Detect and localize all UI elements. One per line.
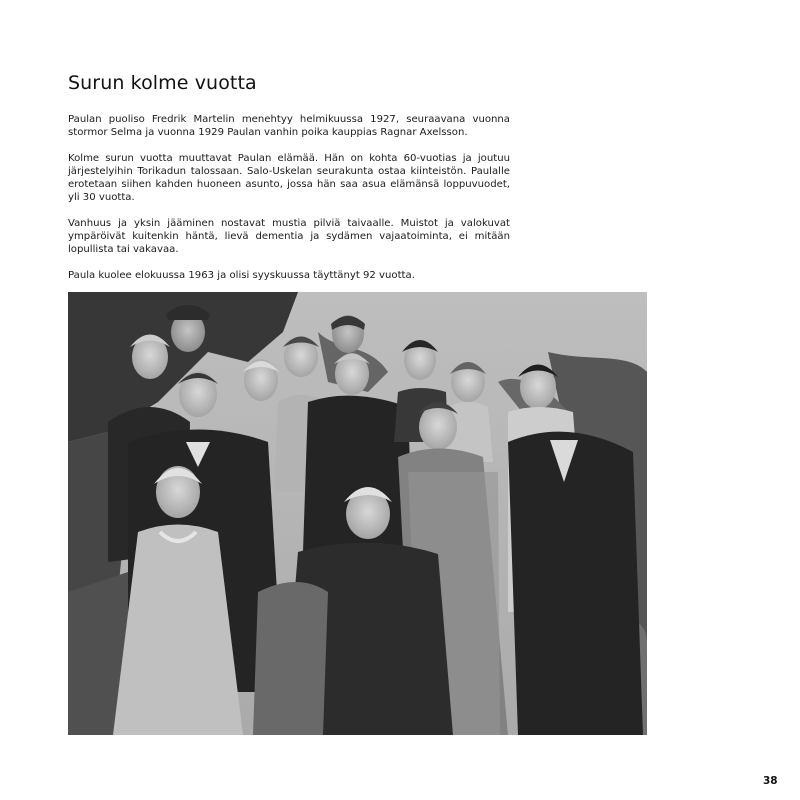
paragraph: Vanhuus ja yksin jääminen nostavat mustia pilviä taivaalle. Muistot ja valokuvat ympäröivät kuitenkin häntä, lievä dementia ja sydämen vajaatoiminta, ei mitään lopullista tai vakavaa. xyxy=(68,218,510,255)
paragraph: Paulan puoliso Fredrik Martelin menehtyy helmikuussa 1927, seuraavana vuonna stormor Selma ja vuonna 1929 Paulan vanhin poika kauppias Ragnar Axelsson. xyxy=(68,114,510,138)
body-text xyxy=(68,113,510,295)
page-title: Surun kolme vuotta xyxy=(68,72,257,94)
paragraph: Kolme surun vuotta muuttavat Paulan elämää. Hän on kohta 60-vuotias ja joutuu järjestelyihin Torikadun talossaan. Salo-Uskelan seurakunta ostaa kiinteistön. Paulalle erotetaan siihen kahden huoneen asunto, jossa hän saa asua elämänsä loppuvuodet, yli 30 vuotta. xyxy=(68,153,510,203)
paragraph: Paula kuolee elokuussa 1963 ja olisi syyskuussa täyttänyt 92 vuotta. xyxy=(68,270,415,281)
page-number: 38 xyxy=(763,775,778,787)
family-group-photo xyxy=(68,292,647,735)
